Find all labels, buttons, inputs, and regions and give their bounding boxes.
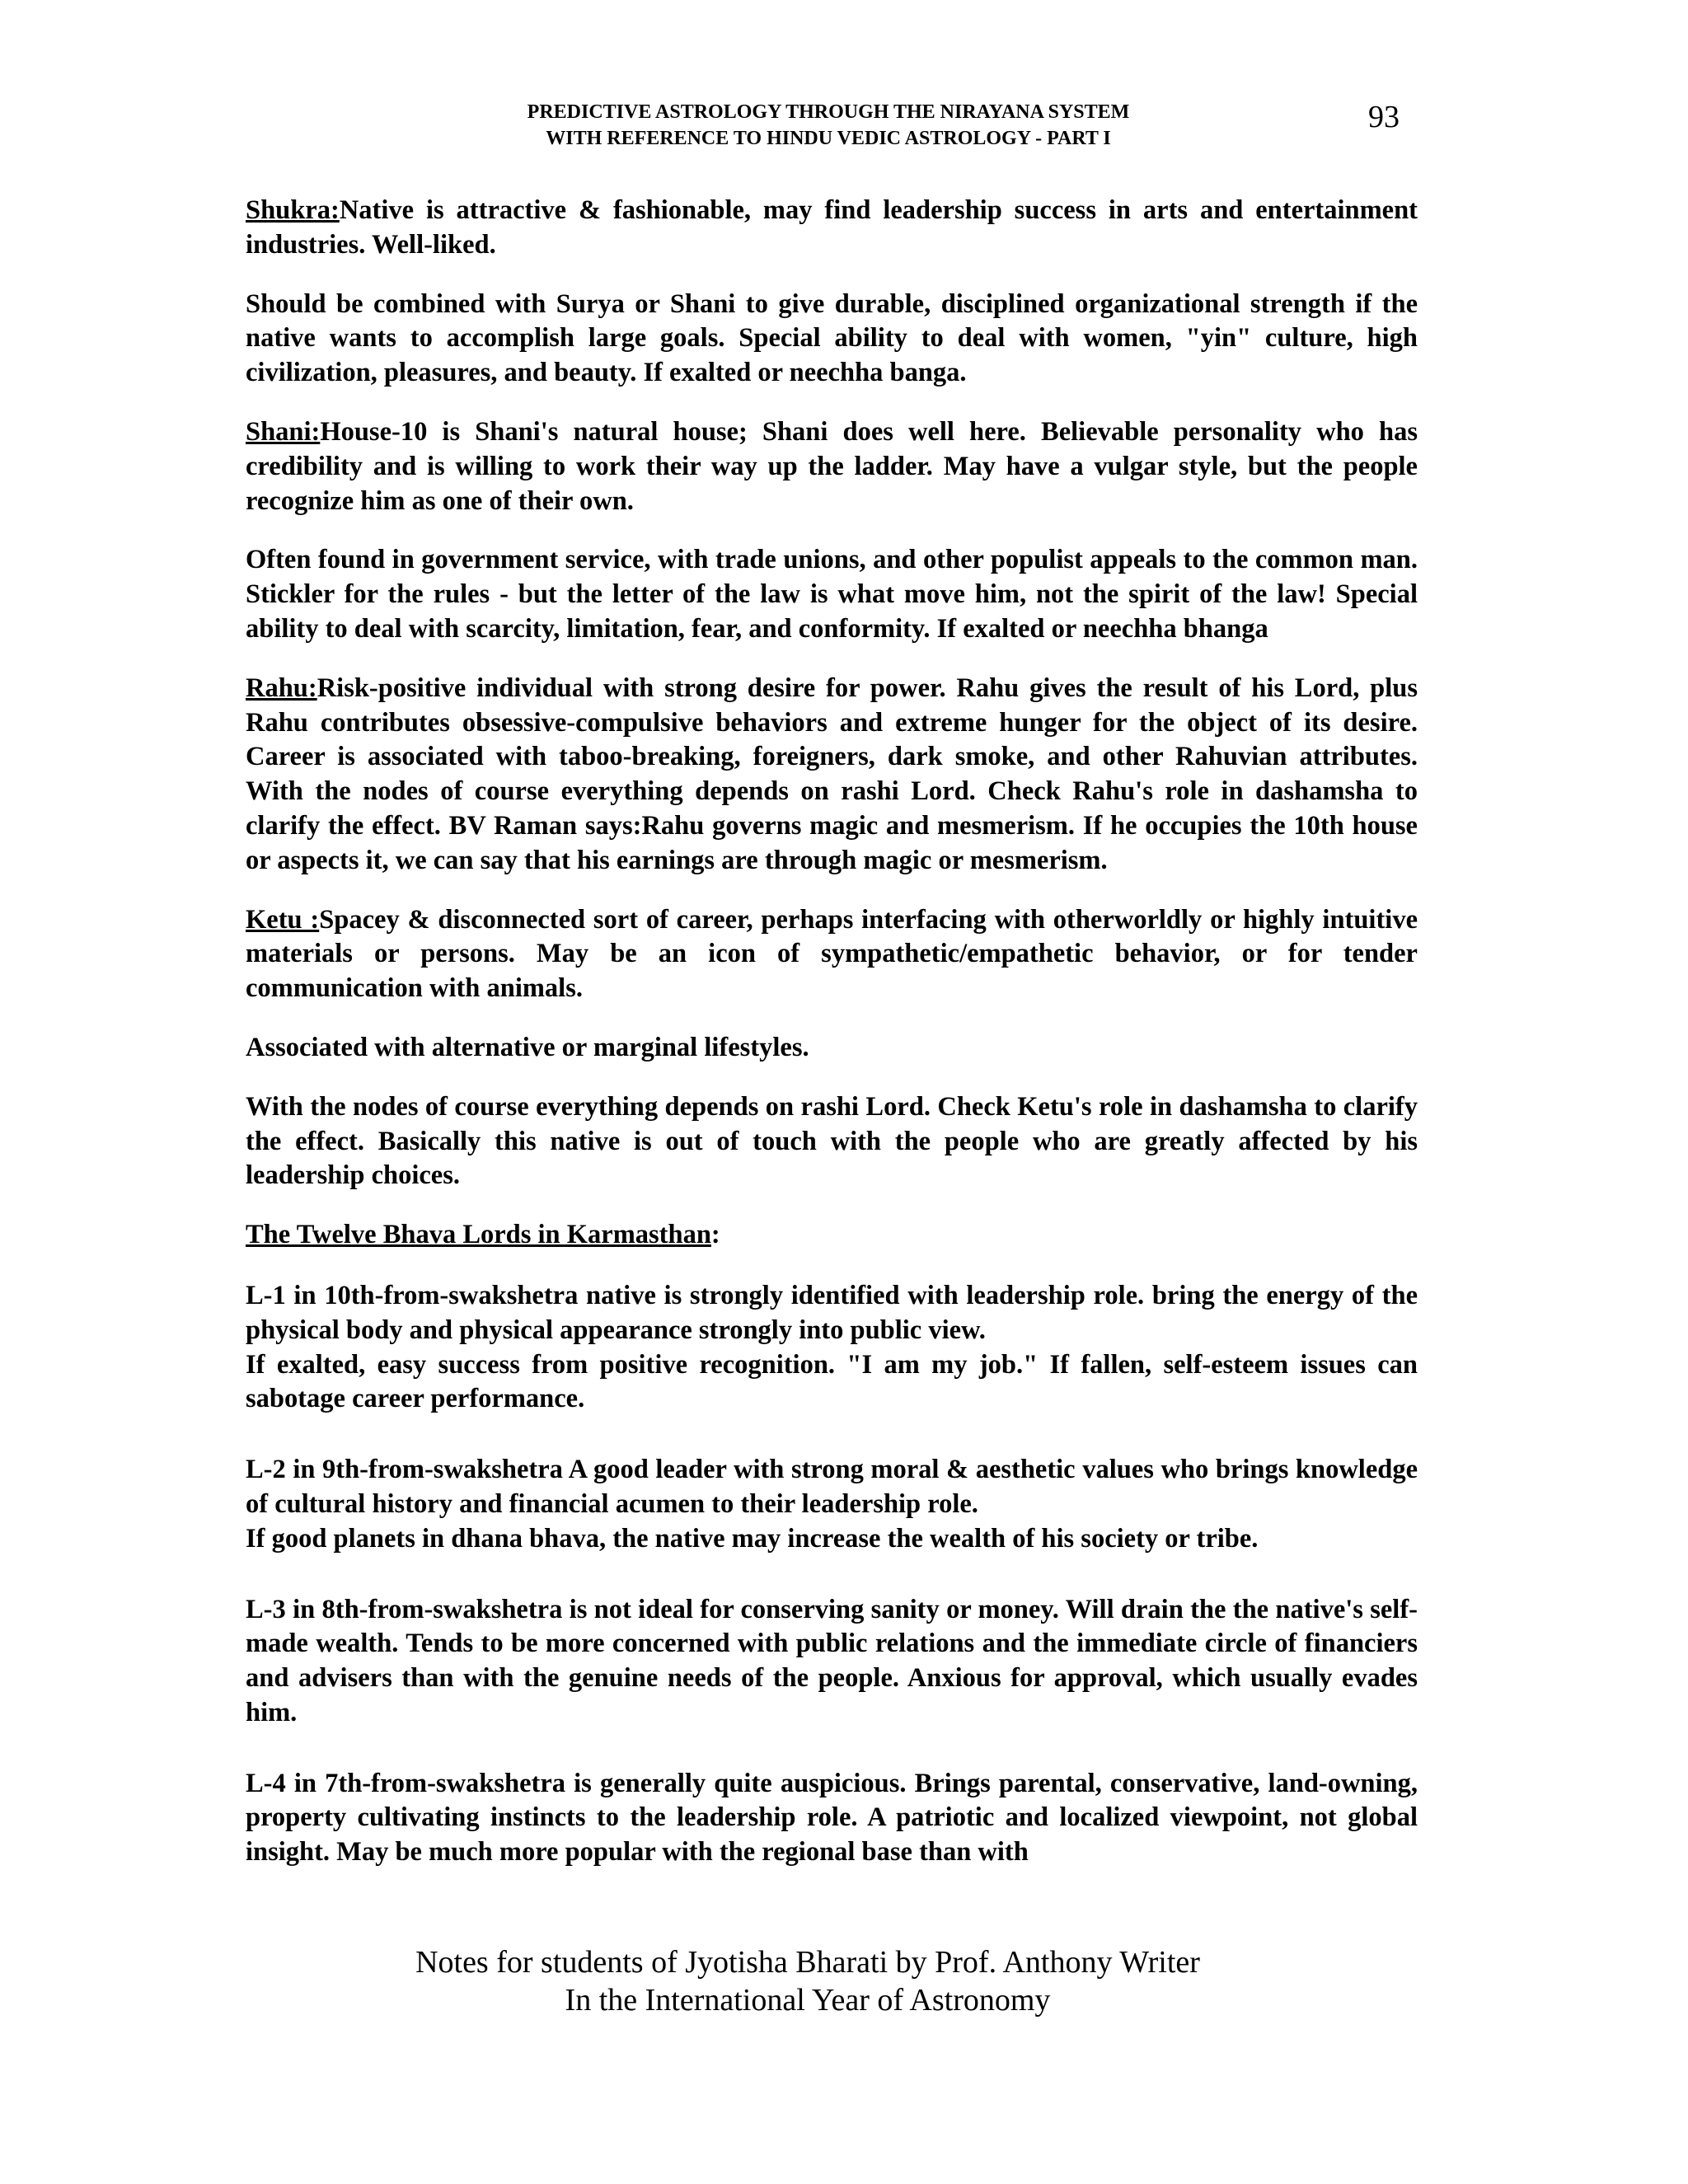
ketu-paragraph-3: With the nodes of course everything depends on rashi Lord. Check Ketu's role in dashamsha to clarify the effect. Basically this native is out of touch with the people who are greatly affected by his leadership choices. bbox=[246, 1091, 1418, 1191]
page-body bbox=[246, 194, 1418, 1895]
shukra-paragraph bbox=[246, 194, 1418, 263]
ketu-text: Spacey & disconnected sort of career, perhaps interfacing with otherworldly or highly intuitive materials or persons. May be an icon of sympathetic/empathetic behavior, or for tender communication with animals. bbox=[246, 904, 1418, 1004]
rahu-paragraph bbox=[246, 672, 1418, 879]
shani-paragraph bbox=[246, 415, 1418, 518]
page-footer bbox=[330, 1943, 1286, 2019]
lord-4-paragraph: L-4 in 7th-from-swakshetra is generally quite auspicious. Brings parental, conservative, land-owning, property cultivating instincts to the leadership role. A patriotic and localized viewpoint, not global insight. May be much more popular with the regional base than with bbox=[246, 1768, 1418, 1868]
shukra-paragraph-2: Should be combined with Surya or Shani to give durable, disciplined organizational strength if the native wants to accomplish large goals. Special ability to deal with women, "yin" culture, high civilization, pleasures, and beauty. If exalted or neechha banga. bbox=[246, 288, 1418, 388]
bhava-lords-heading-colon: : bbox=[710, 1220, 720, 1250]
bhava-lords-heading-text: The Twelve Bhava Lords in Karmasthan bbox=[246, 1220, 711, 1250]
rahu-text: Risk-positive individual with strong desire for power. Rahu gives the result of his Lord, plus Rahu contributes obsessive-compulsive behaviors and extreme hunger for the object of its desire. Career is associated with taboo-breaking, foreigners, dark smoke, and other Rahuvian attributes. With the nodes of course everything depends on rashi Lord. Check Rahu's role in dashamsha to clarify the effect. BV Raman says:Rahu governs magic and mesmerism. If he occupies the 10th house or aspects it, we can say that his earnings are through magic or mesmerism. bbox=[246, 673, 1418, 875]
lord-1-paragraph: L-1 in 10th-from-swakshetra native is strongly identified with leadership role. bring the energy of the physical body and physical appearance strongly into public view. bbox=[246, 1280, 1418, 1345]
header-line-2: WITH REFERENCE TO HINDU VEDIC ASTROLOGY - PART I bbox=[546, 128, 1111, 149]
shukra-text: Native is attractive & fashionable, may find leadership success in arts and entertainment industries. Well-liked. bbox=[246, 195, 1418, 260]
bhava-lords-heading bbox=[246, 1218, 1418, 1253]
footer-line-1: Notes for students of Jyotisha Bharati by Prof. Anthony Writer bbox=[415, 1945, 1200, 1980]
lord-1-paragraph-2: If exalted, easy success from positive recognition. "I am my job." If fallen, self-esteem issues can sabotage career performance. bbox=[246, 1349, 1418, 1414]
rahu-label: Rahu: bbox=[246, 673, 317, 703]
shani-label: Shani: bbox=[246, 416, 321, 447]
ketu-paragraph bbox=[246, 903, 1418, 1006]
ketu-paragraph-2: Associated with alternative or marginal lifestyles. bbox=[246, 1032, 809, 1062]
header-line-1: PREDICTIVE ASTROLOGY THROUGH THE NIRAYANA SYSTEM bbox=[527, 101, 1130, 123]
running-header bbox=[396, 99, 1261, 152]
shukra-label: Shukra: bbox=[246, 195, 340, 225]
shani-text: House-10 is Shani's natural house; Shani does well here. Believable personality who has credibility and is willing to work their way up the ladder. May have a vulgar style, but the people recognize him as one of their own. bbox=[246, 416, 1418, 516]
shani-paragraph-2: Often found in government service, with trade unions, and other populist appeals to the common man. Stickler for the rules - but the letter of the law is what move him, not the spirit of the law! Special ability to deal with scarcity, limitation, fear, and conformity. If exalted or neechha bhanga bbox=[246, 545, 1418, 644]
lord-2-paragraph-2: If good planets in dhana bhava, the native may increase the wealth of his society or tribe. bbox=[246, 1523, 1259, 1554]
ketu-label: Ketu : bbox=[246, 904, 320, 935]
lord-2-paragraph: L-2 in 9th-from-swakshetra A good leader with strong moral & aesthetic values who brings knowledge of cultural history and financial acumen to their leadership role. bbox=[246, 1455, 1418, 1519]
page-number: 93 bbox=[1368, 100, 1400, 134]
footer-line-2: In the International Year of Astronomy bbox=[565, 1983, 1051, 2018]
lord-3-paragraph: L-3 in 8th-from-swakshetra is not ideal for conserving sanity or money. Will drain the the native's self-made wealth. Tends to be more concerned with public relations and the immediate circle of financiers and advisers than with the genuine needs of the people. Anxious for approval, which usually evades him. bbox=[246, 1594, 1418, 1727]
